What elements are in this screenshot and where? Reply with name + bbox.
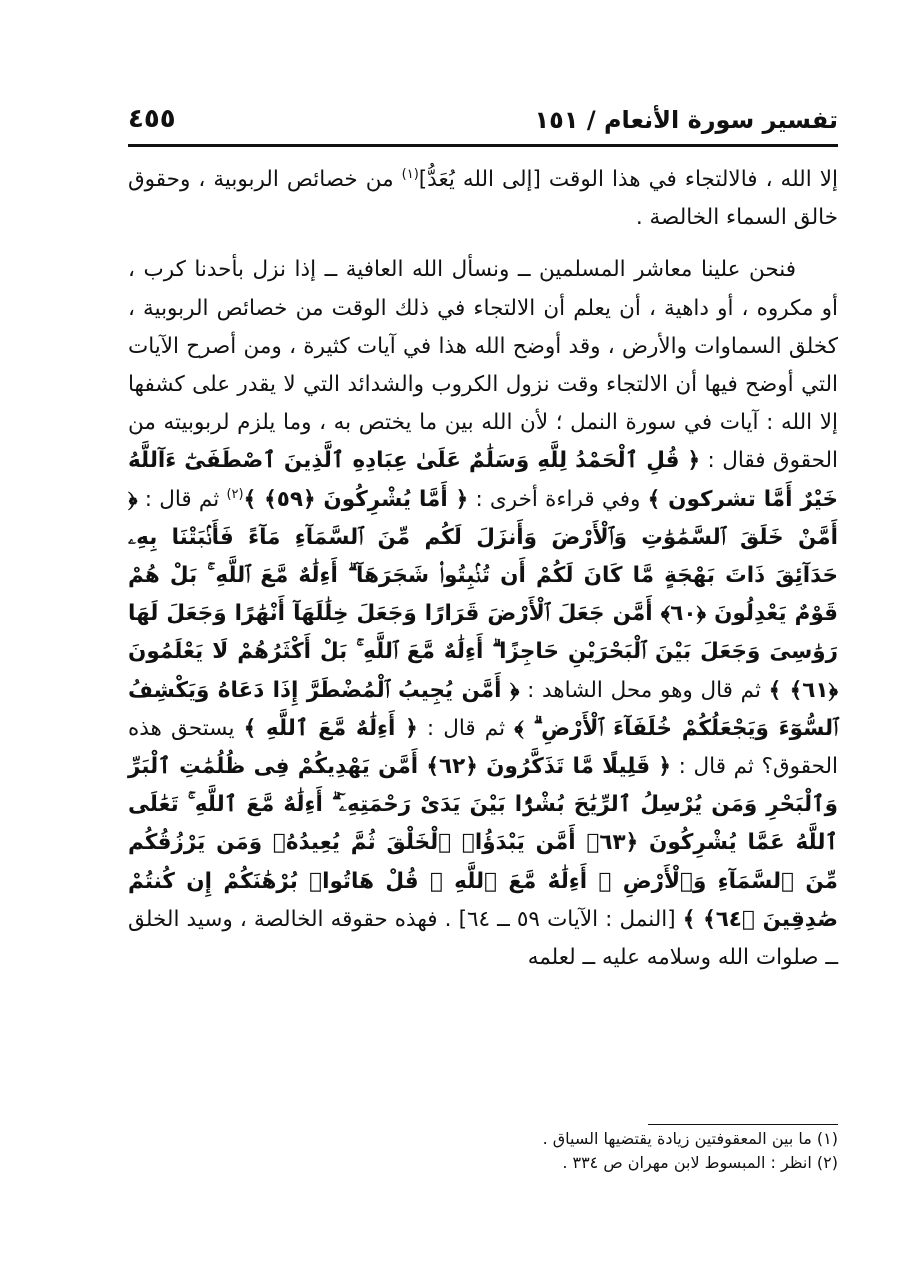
text-run: ثم قال : — [137, 486, 227, 512]
footnote-ref-1: (١) — [401, 166, 419, 182]
text-run: فنحن علينا معاشر المسلمين ــ ونسأل الله العافية ــ إذا نزل بأحدنا كرب ، أو مكروه ، أو داهية ، أن يعلم أن الالتجاء في ذلك الوقت من خصائص الربوبية ، كخلق السماوات والأرض ، وقد أوضح الله هذا في آيات كثيرة ، ومن أصرح الآيات التي أوضح فيها أن الالتجاء وقت نزول الكروب والشدائد التي لا يقدر على كشفها إلا الله : آيات في سورة النمل ؛ لأن الله بين ما يختص به ، وما يلزم لربوبيته من الحقوق فقال : — [128, 257, 838, 474]
footnote-ref-2: (٢) — [226, 486, 244, 502]
footnotes — [128, 1124, 838, 1175]
page-number: ٤٥٥ — [128, 104, 176, 134]
text-run: ثم قال وهو محل الشاهد : — [519, 677, 769, 703]
quran-quote: ﴿ أَمَّا يُشْرِكُونَ ﴿٥٩﴾ ﴾ — [243, 486, 469, 512]
main-text — [128, 161, 838, 977]
quran-quote: ﴿ أَءِلَٰهٌ مَّعَ ٱللَّهِ ﴾ — [243, 715, 418, 741]
paragraph-1 — [128, 161, 838, 237]
quran-quote: ﴿ قَلِيلًا مَّا تَذَكَّرُونَ ﴿٦٢﴾ أَمَّن يَهْدِيكُمْ فِى ظُلُمَٰتِ ٱلْبَرِّ وَٱلْبَحْرِ وَمَن يُرْسِلُ ٱلرِّيَٰحَ بُشْرًۢا بَيْنَ يَدَىْ رَحْمَتِهِۦٓ ۗ أَءِلَٰهٌ مَّعَ ٱللَّهِ ۚ تَعَٰلَى ٱللَّهُ عَمَّا يُشْرِكُونَ ﴿٦٣﴾ أَمَّن يَبْدَؤُا۟ ٱلْخَلْقَ ثُمَّ يُعِيدُهُۥ وَمَن يَرْزُقُكُم مِّنَ ٱلسَّمَآءِ وَٱلْأَرْضِ ۗ أَءِلَٰهٌ مَّعَ ٱللَّهِ ۚ قُلْ هَاتُوا۟ بُرْهَٰنَكُمْ إِن كُنتُمْ صَٰدِقِينَ ﴿٦٤﴾ ﴾ — [128, 754, 839, 932]
book-page — [128, 98, 838, 1178]
text-run: يستحق هذه الحقوق؟ ثم قال : — [128, 715, 838, 780]
quran-quote: ﴿ أَمَّن يُجِيبُ ٱلْمُضْطَرَّ إِذَا دَعَاهُ وَيَكْشِفُ ٱلسُّوٓءَ وَيَجْعَلُكُمْ خُلَفَآءَ ٱلْأَرْضِ ۗ ﴾ — [128, 677, 839, 741]
quran-quote: ﴿ قُلِ ٱلْحَمْدُ لِلَّهِ وَسَلَٰمٌ عَلَىٰ عِبَادِهِ ٱلَّذِينَ ٱصْطَفَىٰٓ ءَآللَّهُ خَيْرٌ أَمَّا تشركون ﴾ — [128, 448, 838, 512]
text-run: من خصائص الربوبية ، وحقوق خالق السماء الخالصة . — [128, 167, 838, 231]
running-title: تفسير سورة الأنعام / ١٥١ — [534, 106, 838, 134]
footnote-1: (١) ما بين المعقوفتين زيادة يقتضيها السياق . — [542, 1129, 838, 1148]
paragraph-2 — [128, 251, 838, 977]
text-run: ثم قال : — [417, 715, 515, 741]
footnote-2: (٢) انظر : المبسوط لابن مهران ص ٣٣٤ . — [562, 1153, 838, 1172]
quran-quote: ﴿ أَمَّنْ خَلَقَ ٱلسَّمَٰوَٰتِ وَٱلْأَرْضَ وَأَنزَلَ لَكُم مِّنَ ٱلسَّمَآءِ مَآءً فَأَنۢبَتْنَا بِهِۦ حَدَآئِقَ ذَاتَ بَهْجَةٍ مَّا كَانَ لَكُمْ أَن تُنۢبِتُوا۟ شَجَرَهَآ ۗ أَءِلَٰهٌ مَّعَ ٱللَّهِ ۚ بَلْ هُمْ قَوْمٌ يَعْدِلُونَ ﴿٦٠﴾ أَمَّن جَعَلَ ٱلْأَرْضَ قَرَارًا وَجَعَلَ خِلَٰلَهَآ أَنْهَٰرًا وَجَعَلَ لَهَا رَوَٰسِىَ وَجَعَلَ بَيْنَ ٱلْبَحْرَيْنِ حَاجِزًا ۗ أَءِلَٰهٌ مَّعَ ٱللَّهِ ۚ بَلْ أَكْثَرُهُمْ لَا يَعْلَمُونَ ﴿٦١﴾ ﴾ — [128, 486, 838, 703]
text-run: إلا الله ، فالالتجاء في هذا الوقت [إلى الله يُعَدُّ] — [418, 167, 838, 192]
running-header — [128, 98, 838, 147]
text-run: وفي قراءة أخرى : — [468, 486, 648, 512]
text-run: [النمل : الآيات ٥٩ ــ ٦٤] . فهذه حقوقه الخالصة ، وسيد الخلق ــ صلوات الله وسلامه عليه ــ لعلمه — [128, 906, 838, 971]
footnote-divider — [648, 1124, 838, 1125]
